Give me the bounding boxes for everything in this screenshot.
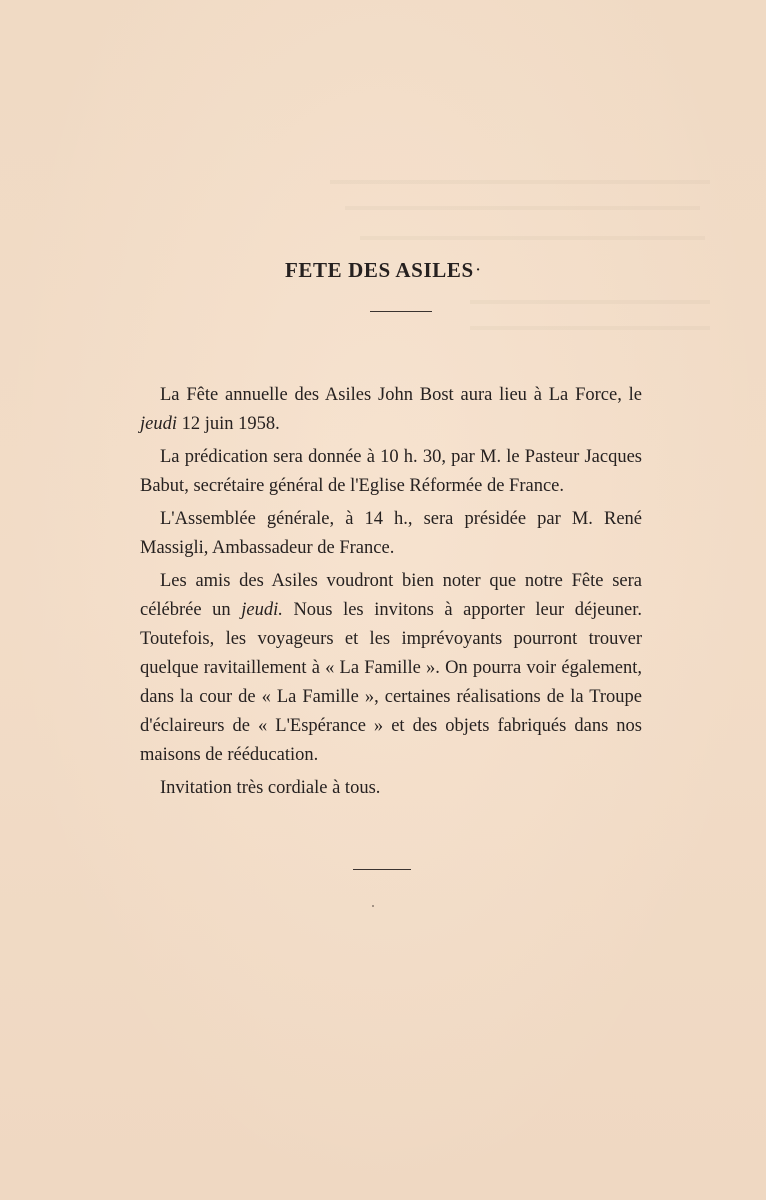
title-mark: · (475, 263, 482, 278)
paper-speck (372, 905, 374, 907)
divider-bottom (353, 869, 411, 870)
page-title (0, 258, 766, 283)
bleed-through-line (470, 300, 710, 304)
paragraph-invitation: Invitation très cordiale à tous. (160, 778, 381, 798)
paragraph-assembly: L'Assemblée générale, à 14 h., sera présidée par M. René Massigli, Ambassadeur de France. (140, 509, 642, 558)
paragraph-notes: Les amis des Asiles voudront bien noter que notre Fête sera célébrée un jeudi. Nous les invitons à apporter leur déjeuner. Toutefois, les voyageurs et les imprévoyants pourront trouver quelque ravitaillement à « La Famille ». On pourra voir également, dans la cour de « La Famille », certaines réalisations de la Troupe d'éclaireurs de « L'Espérance » et des objets fabriqués dans nos maisons de rééducation. (140, 571, 642, 765)
paragraph-sermon: La prédication sera donnée à 10 h. 30, par M. le Pasteur Jacques Babut, secrétaire général de l'Eglise Réformée de France. (140, 447, 642, 496)
divider-top (370, 311, 432, 312)
bleed-through-line (360, 236, 705, 240)
bleed-through-line (470, 326, 710, 330)
title-text: FETE DES ASILES (284, 258, 474, 282)
bleed-through-line (330, 180, 710, 184)
paragraph-date: La Fête annuelle des Asiles John Bost aura lieu à La Force, le jeudi 12 juin 1958. (140, 385, 642, 434)
announcement-body (140, 381, 642, 807)
bleed-through-line (345, 206, 700, 210)
